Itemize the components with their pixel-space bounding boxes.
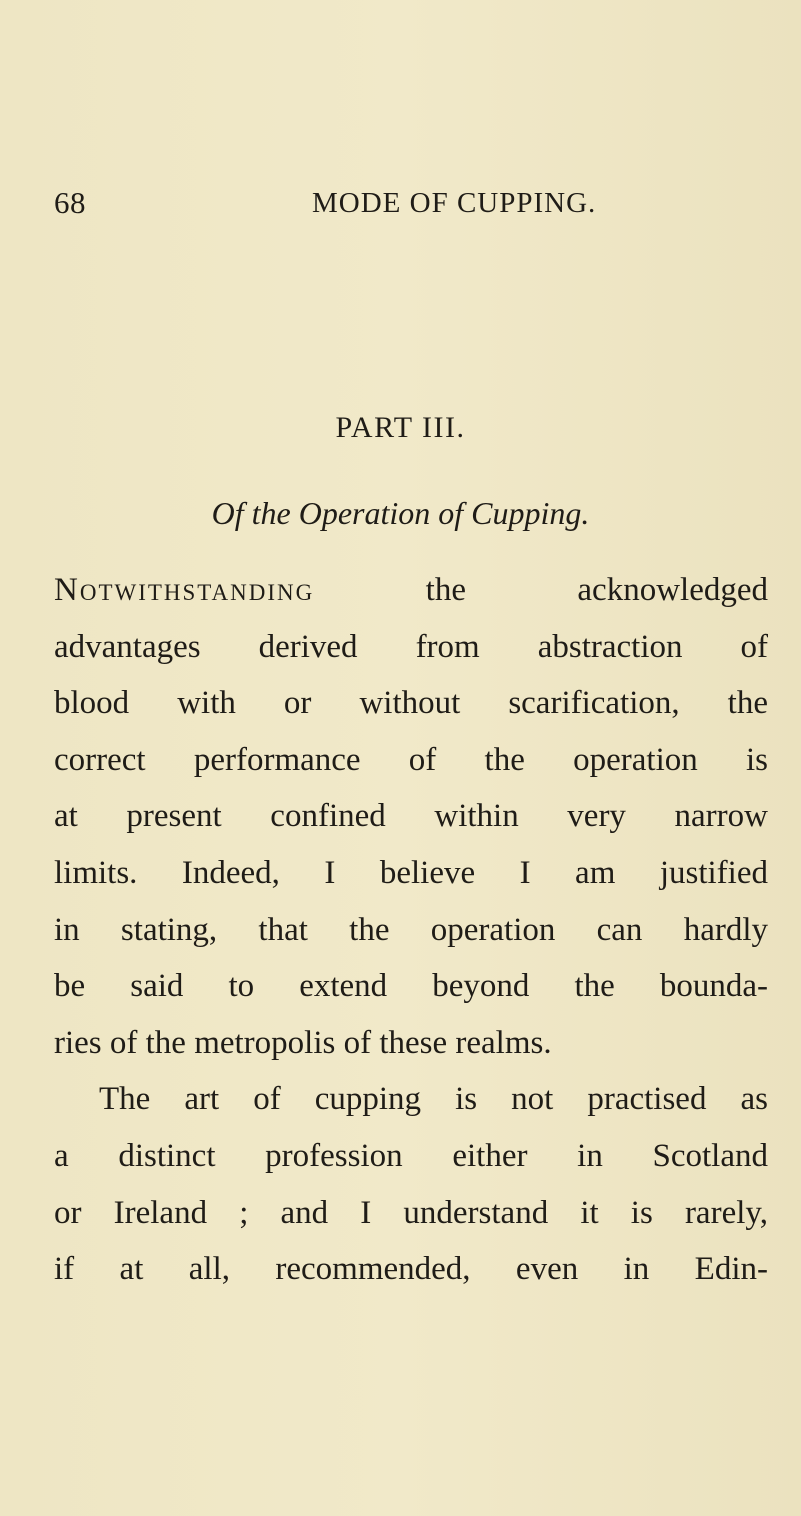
text-line: at present confined within very narrow [54, 798, 768, 835]
running-title: MODE OF CUPPING. [312, 187, 597, 219]
text-line [54, 562, 768, 619]
text-line: advantages derived from abstraction of [54, 628, 768, 665]
text-line: limits. Indeed, I believe I am justified [54, 854, 768, 891]
page-number: 68 [54, 185, 86, 220]
text-line: ries of the metropolis of these realms. [54, 1024, 552, 1061]
text-line: in stating, that the operation can hardly [54, 911, 768, 948]
text-line-content: the acknowledged [314, 572, 768, 608]
part-heading: PART III. [335, 411, 466, 444]
text-line: a distinct profession either in Scotland [54, 1137, 768, 1174]
text-line: be said to extend beyond the bounda- [54, 968, 768, 1005]
text-line: or Ireland ; and I understand it is rarely, [54, 1194, 768, 1231]
opening-word: Notwithstanding [54, 572, 315, 608]
text-line: The art of cupping is not practised as [99, 1081, 768, 1118]
text-line: correct performance of the operation is [54, 741, 768, 778]
body-text [54, 562, 768, 1298]
section-title: Of the Operation of Cupping. [211, 495, 590, 531]
running-head [54, 183, 774, 223]
text-line: blood with or without scarification, the [54, 685, 768, 722]
text-line: if at all, recommended, even in Edin- [54, 1251, 768, 1288]
